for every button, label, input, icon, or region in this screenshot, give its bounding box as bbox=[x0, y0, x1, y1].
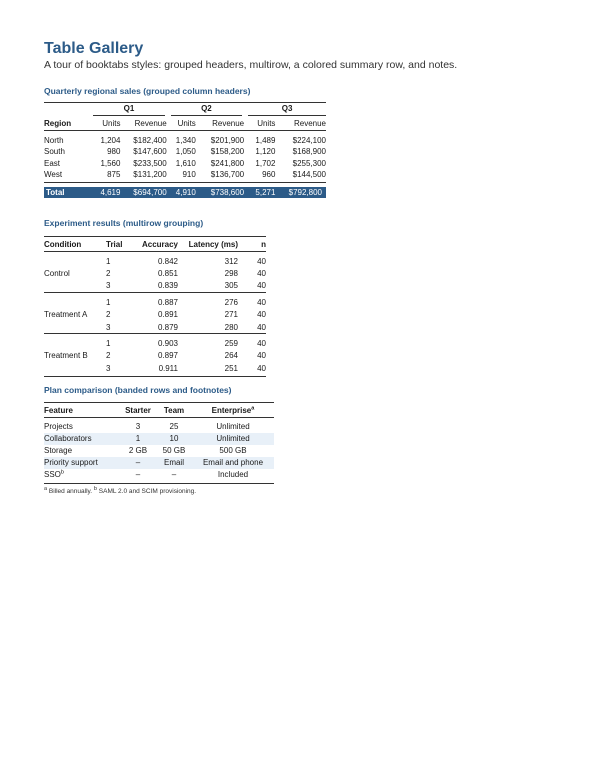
team-cell: 25 bbox=[169, 422, 179, 431]
trial-cell: 2 bbox=[106, 269, 111, 279]
accuracy-cell: 0.911 bbox=[158, 363, 178, 373]
total-label: Total bbox=[44, 187, 91, 198]
total-cell: $694,700 bbox=[121, 187, 166, 198]
table-row bbox=[44, 158, 326, 170]
n-cell: 40 bbox=[257, 363, 266, 373]
table-row bbox=[44, 469, 274, 481]
units-header: Units bbox=[102, 119, 121, 128]
units-cell: 960 bbox=[262, 170, 276, 180]
total-cell: 4,619 bbox=[91, 187, 121, 198]
units-cell: 1,050 bbox=[175, 147, 196, 157]
units-header: Units bbox=[257, 119, 276, 128]
page-title: Table Gallery bbox=[44, 40, 144, 57]
region-cell: North bbox=[44, 135, 64, 145]
condition-cell: Control bbox=[44, 269, 70, 279]
n-cell: 40 bbox=[257, 322, 266, 332]
n-cell: 40 bbox=[257, 310, 266, 320]
trial-cell: 2 bbox=[106, 310, 111, 320]
team-cell: Email bbox=[156, 457, 192, 469]
header-enterprise bbox=[192, 403, 274, 418]
revenue-cell: $147,600 bbox=[133, 147, 167, 157]
sales-table bbox=[44, 102, 326, 198]
table-row bbox=[44, 135, 326, 147]
latency-cell: 298 bbox=[224, 269, 238, 279]
table-row bbox=[44, 338, 266, 350]
trial-cell: 2 bbox=[106, 351, 111, 361]
units-header: Units bbox=[177, 119, 196, 128]
feature-cell: Projects bbox=[44, 422, 73, 431]
starter-cell: – bbox=[120, 457, 156, 469]
trial-cell: 3 bbox=[106, 281, 111, 291]
experiment-table-caption: Experiment results (multirow grouping) bbox=[44, 218, 204, 228]
sales-table-caption: Quarterly regional sales (grouped column headers) bbox=[44, 86, 251, 96]
table-row bbox=[44, 421, 274, 433]
footnote-mark: a bbox=[251, 404, 255, 411]
n-cell: 40 bbox=[257, 257, 266, 267]
plans-table bbox=[44, 402, 274, 484]
total-cell: $738,600 bbox=[197, 187, 244, 198]
revenue-header: Revenue bbox=[212, 119, 245, 128]
sales-group-header bbox=[244, 103, 326, 118]
latency-cell: 280 bbox=[224, 322, 238, 332]
trial-cell: 3 bbox=[106, 363, 111, 373]
header-trial: Trial bbox=[106, 239, 123, 249]
revenue-cell: $144,500 bbox=[292, 170, 326, 180]
sales-group-q1: Q1 bbox=[93, 104, 164, 116]
team-cell: – bbox=[171, 470, 177, 479]
accuracy-cell: 0.891 bbox=[157, 310, 178, 320]
region-cell: South bbox=[44, 147, 65, 157]
table-row bbox=[44, 433, 274, 445]
footnote-mark: b bbox=[93, 485, 97, 492]
header-starter: Starter bbox=[125, 405, 151, 415]
header-latency: Latency (ms) bbox=[188, 239, 238, 249]
table-footnotes bbox=[44, 485, 197, 495]
units-cell: 1,610 bbox=[175, 158, 196, 168]
plans-table-caption: Plan comparison (banded rows and footnotes) bbox=[44, 385, 232, 395]
total-cell: 4,910 bbox=[167, 187, 197, 198]
accuracy-cell: 0.851 bbox=[157, 269, 178, 279]
starter-cell: 1 bbox=[120, 433, 156, 445]
table-row bbox=[44, 256, 266, 268]
footnote-text: Billed annually. bbox=[47, 488, 94, 495]
revenue-cell: $224,100 bbox=[292, 135, 326, 145]
revenue-cell: $131,200 bbox=[133, 170, 167, 180]
n-cell: 40 bbox=[257, 281, 266, 291]
trial-cell: 1 bbox=[106, 339, 111, 349]
footnote-mark: a bbox=[44, 485, 48, 492]
revenue-cell: $255,300 bbox=[292, 158, 326, 168]
units-cell: 1,204 bbox=[100, 135, 121, 145]
region-header: Region bbox=[44, 119, 72, 128]
trial-cell: 1 bbox=[106, 298, 111, 308]
revenue-header: Revenue bbox=[134, 119, 167, 128]
total-cell: $792,800 bbox=[276, 187, 326, 198]
total-cell: 5,271 bbox=[244, 187, 276, 198]
header-feature: Feature bbox=[44, 405, 73, 415]
sales-group-q3: Q3 bbox=[248, 104, 326, 116]
enterprise-cell: Unlimited bbox=[192, 433, 274, 445]
sales-group-header bbox=[167, 103, 244, 118]
revenue-cell: $182,400 bbox=[133, 135, 167, 145]
n-cell: 40 bbox=[257, 269, 266, 279]
enterprise-cell: Unlimited bbox=[216, 422, 250, 431]
table-row bbox=[44, 297, 266, 309]
units-cell: 1,702 bbox=[255, 158, 276, 168]
revenue-cell: $158,200 bbox=[210, 147, 245, 157]
latency-cell: 271 bbox=[224, 310, 238, 320]
summary-row bbox=[44, 187, 326, 198]
latency-cell: 276 bbox=[224, 298, 238, 308]
table-row bbox=[44, 169, 326, 181]
n-cell: 40 bbox=[257, 351, 266, 361]
header-n: n bbox=[261, 239, 266, 249]
units-cell: 1,489 bbox=[255, 135, 276, 145]
condition-cell: Treatment A bbox=[44, 310, 88, 320]
table-row bbox=[44, 457, 274, 469]
accuracy-cell: 0.839 bbox=[157, 281, 178, 291]
latency-cell: 259 bbox=[224, 339, 238, 349]
accuracy-cell: 0.897 bbox=[157, 351, 178, 361]
latency-cell: 305 bbox=[224, 281, 238, 291]
table-row bbox=[44, 445, 274, 457]
latency-cell: 264 bbox=[224, 351, 238, 361]
revenue-header: Revenue bbox=[293, 119, 326, 128]
enterprise-cell: Email and phone bbox=[192, 457, 274, 469]
units-cell: 1,560 bbox=[100, 158, 121, 168]
starter-cell: 3 bbox=[135, 422, 141, 431]
revenue-cell: $136,700 bbox=[210, 170, 245, 180]
header-team: Team bbox=[163, 405, 185, 415]
accuracy-cell: 0.887 bbox=[157, 298, 178, 308]
trial-cell: 3 bbox=[106, 322, 111, 332]
feature-cell: Storage bbox=[44, 446, 73, 455]
footnote-mark: b bbox=[60, 469, 64, 476]
region-cell: West bbox=[44, 170, 63, 180]
accuracy-cell: 0.842 bbox=[157, 257, 178, 267]
sales-group-header bbox=[91, 103, 166, 118]
header-condition: Condition bbox=[44, 239, 82, 249]
sales-group-q2: Q2 bbox=[171, 104, 242, 116]
revenue-cell: $241,800 bbox=[210, 158, 245, 168]
units-cell: 980 bbox=[107, 147, 121, 157]
team-cell: 10 bbox=[156, 433, 192, 445]
units-cell: 910 bbox=[182, 170, 196, 180]
enterprise-cell: Included bbox=[217, 470, 249, 479]
revenue-cell: $201,900 bbox=[210, 135, 245, 145]
accuracy-cell: 0.903 bbox=[157, 339, 178, 349]
region-cell: East bbox=[44, 158, 61, 168]
footnote-text: SAML 2.0 and SCIM provisioning. bbox=[96, 488, 197, 495]
condition-cell: Treatment B bbox=[44, 351, 88, 361]
n-cell: 40 bbox=[257, 298, 266, 308]
latency-cell: 251 bbox=[224, 363, 238, 373]
starter-cell: – bbox=[135, 470, 141, 479]
team-cell: 50 GB bbox=[162, 446, 186, 455]
feature-cell: SSO$^b$ bbox=[44, 469, 64, 479]
units-cell: 875 bbox=[107, 170, 121, 180]
n-cell: 40 bbox=[257, 339, 266, 349]
feature-cell: Collaborators bbox=[44, 433, 120, 445]
enterprise-cell: 500 GB bbox=[219, 446, 247, 455]
revenue-cell: $233,500 bbox=[133, 158, 167, 168]
latency-cell: 312 bbox=[224, 257, 238, 267]
experiment-table bbox=[44, 236, 266, 377]
units-cell: 1,120 bbox=[255, 147, 276, 157]
trial-cell: 1 bbox=[106, 257, 111, 267]
header-accuracy: Accuracy bbox=[141, 239, 178, 249]
units-cell: 1,340 bbox=[175, 135, 196, 145]
header-enterprise-label: Enterprise bbox=[211, 405, 252, 415]
revenue-cell: $168,900 bbox=[292, 147, 326, 157]
page-subtitle: A tour of booktabs styles: grouped headers, multirow, a colored summary row, and notes. bbox=[44, 59, 458, 71]
table-row bbox=[44, 146, 326, 158]
starter-cell: 2 GB bbox=[128, 446, 148, 455]
accuracy-cell: 0.879 bbox=[157, 322, 178, 332]
feature-cell: Priority support bbox=[44, 457, 120, 469]
